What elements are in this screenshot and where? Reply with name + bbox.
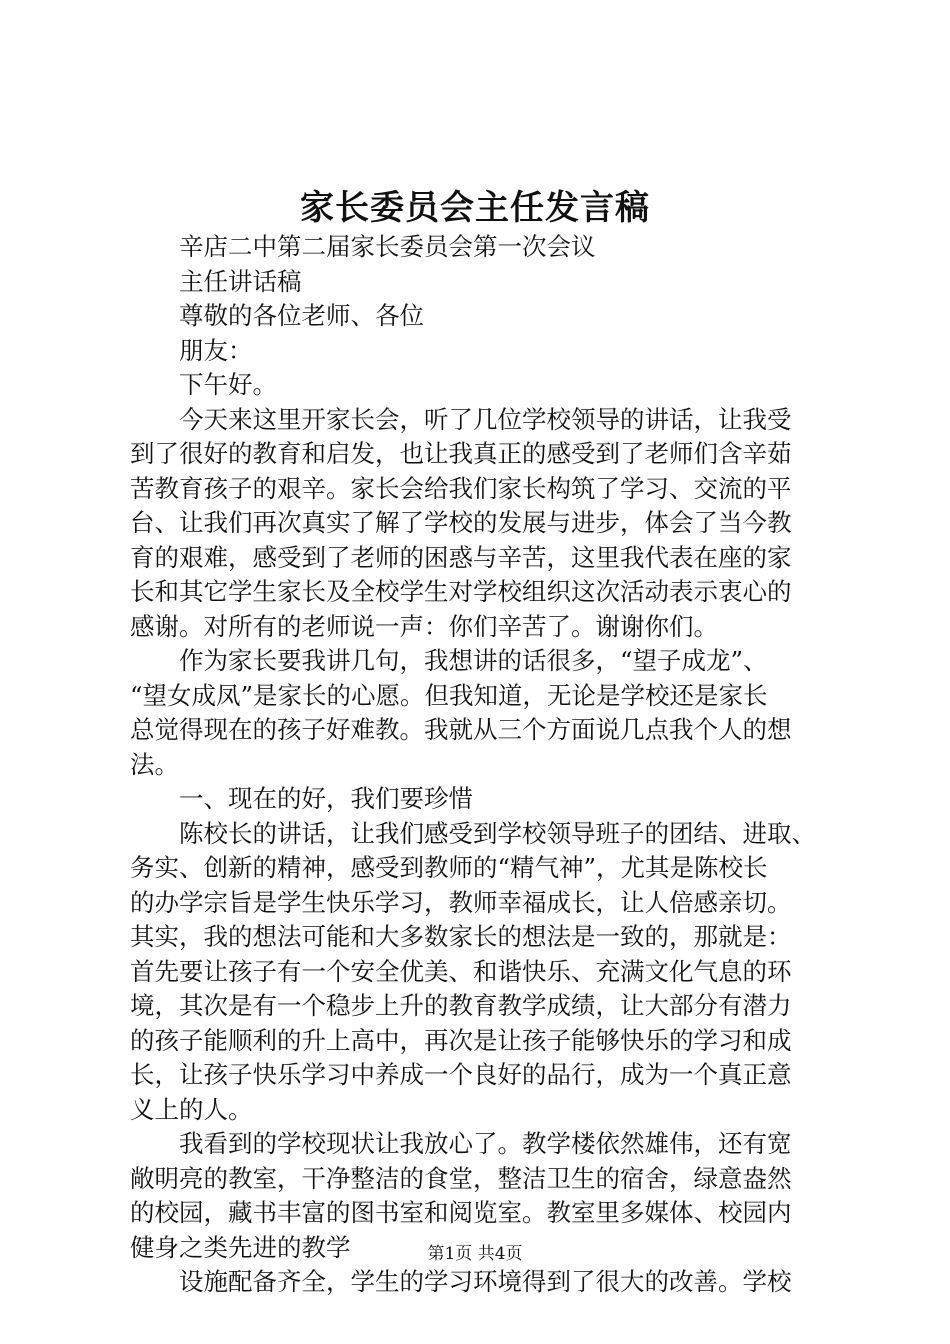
text-line: 义上的人。 [130,1094,253,1124]
text-line: 台、让我们再次真实了解了学校的发展与进步，体会了当今教 [130,508,792,537]
text-line: 朋友： [179,335,253,365]
text-line: 长和其它学生家长及全校学生对学校组织这次活动表示衷心的 [130,577,792,606]
section-heading: 一、现在的好，我们要珍惜 [179,784,473,813]
page-number: 第1页 共4页 [427,1244,523,1264]
text-line: 务实、创新的精神，感受到教师的“精气神”，尤其是陈校长 [130,853,768,882]
text-line: 健身之类先进的教学 [130,1232,351,1262]
text-line: 育的艰难，感受到了老师的困惑与辛苦，这里我代表在座的家 [130,542,792,572]
text-line: 我看到的学校现状让我放心了。教学楼依然雄伟，还有宽 [179,1129,792,1158]
text-line: 辛店二中第二届家长委员会第一次会议 [179,232,596,261]
text-line: 法。 [130,749,179,779]
text-line: 到了很好的教育和启发，也让我真正的感受到了老师们含辛茹 [130,439,792,468]
text-line: 的办学宗旨是学生快乐学习，教师幸福成长，让人倍感亲切。 [130,887,792,917]
text-line: 尊敬的各位老师、各位 [179,301,424,330]
text-line: 苦教育孩子的艰辛。家长会给我们家长构筑了学习、交流的平 [130,473,792,503]
document-title: 家长委员会主任发言稿 [300,188,650,228]
text-line: 首先要让孩子有一个安全优美、和谐快乐、充满文化气息的环 [130,956,792,986]
text-line: 敞明亮的教室，干净整洁的食堂，整洁卫生的宿舍，绿意盎然 [130,1163,792,1193]
document-body [130,230,836,1300]
text-line: 设施配备齐全，学生的学习环境得到了很大的改善。学校 [179,1267,792,1296]
text-line: 下午好。 [179,370,277,399]
text-line: 作为家长要我讲几句，我想讲的话很多，“望子成龙”、 [179,646,768,675]
text-line: 陈校长的讲话，让我们感受到学校领导班子的团结、进取、 [179,818,816,848]
text-line: 长，让孩子快乐学习中养成一个良好的品行，成为一个真正意 [130,1060,792,1089]
text-line: 总觉得现在的孩子好难教。我就从三个方面说几点我个人的想 [130,715,792,744]
text-line: 的孩子能顺利的升上高中，再次是让孩子能够快乐的学习和成 [130,1025,792,1055]
text-line: 的校园，藏书丰富的图书室和阅览室。教室里多媒体、校园内 [130,1198,792,1227]
text-line: 其实，我的想法可能和大多数家长的想法是一致的，那就是： [130,922,792,951]
text-line: “望女成凤”是家长的心愿。但我知道，无论是学校还是家长 [130,680,768,710]
text-line: 境，其次是有一个稳步上升的教育教学成绩，让大部分有潜力 [130,991,792,1020]
text-line: 主任讲话稿 [179,266,302,296]
text-line: 感谢。对所有的老师说一声：你们辛苦了。谢谢你们。 [130,611,718,641]
text-line: 今天来这里开家长会，听了几位学校领导的讲话，让我受 [179,404,792,434]
